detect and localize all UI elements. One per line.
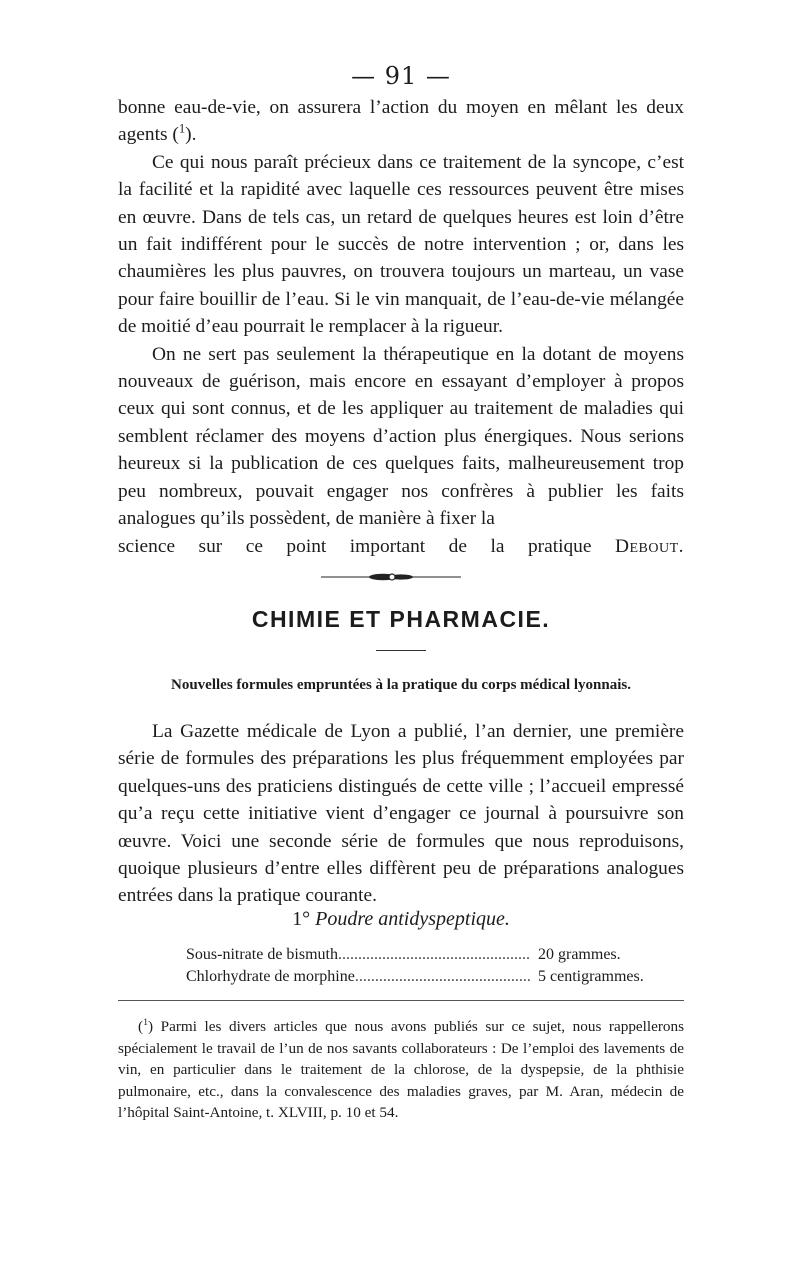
paragraph-gazette: La Gazette médicale de Lyon a publié, l’an dernier, une première série de formules des préparations les plus fréquemment employées par quelques-uns des praticiens distingués de cette ville ; l’accueil empressé qu’a reçu cette initiative vient d’engager ce journal à poursuivre son œuvre. Voici une seconde série de formules que nous reproduisons, quoique plusieurs d’entre elles diffèrent peu de préparations analogues entrées dans la pratique courante. bbox=[118, 721, 684, 907]
ingredient-name: Chlorhydrate de morphine bbox=[186, 968, 355, 985]
body-text-bottom bbox=[118, 718, 684, 910]
formula-name: Poudre antidyspeptique. bbox=[315, 908, 510, 930]
continuation-text: bonne eau-de-vie, on assurera l’action du moyen en mêlant les deux agents ( bbox=[118, 97, 684, 146]
footnote bbox=[118, 1016, 684, 1124]
footnote-text-block: ($^1$) Parmi les divers articles que nous avons publiés sur ce sujet, nous rappellerons spécialement le travail de l’un de nos savants collaborateurs : De l’emploi des lavements de vin, en particulier dans le traitement de la chlorose, de la dyspepsie, de la phthisie pulmonaire, etc., dans la convalescence des maladies graves, par M. Aran, médecin de l’hôpital Saint-Antoine, t. XLVIII, p. 10 et 54. bbox=[118, 1016, 684, 1122]
paragraph-syncope: Ce qui nous paraît précieux dans ce traitement de la syncope, c’est la facilité et la rapidité avec laquelle ces ressources peuvent être mises en œuvre. Dans de tels cas, un retard de quelques heures est loin d’être un fait indifférent pour le succès de notre intervention ; or, dans les chaumières les plus pauvres, on trouvera toujours un marteau, un vase pour faire bouillir de l’eau. Si le vin manquait, de l’eau-de-vie mélangée de moitié d’eau pourrait le remplacer à la rigueur. bbox=[118, 151, 684, 338]
footnote-rule bbox=[118, 1000, 684, 1001]
ingredient-quantity: 5 centigrammes. bbox=[538, 968, 644, 985]
section-heading: CHIMIE ET PHARMACIE. bbox=[251, 606, 551, 632]
ingredient-row bbox=[186, 944, 656, 966]
article-subheading: Nouvelles formules empruntées à la pratique du corps médical lyonnais. bbox=[171, 677, 631, 693]
ingredient-name: Sous-nitrate de bismuth bbox=[186, 946, 338, 963]
signature-line bbox=[118, 533, 684, 560]
heading-rule bbox=[376, 650, 426, 651]
dot-leader bbox=[355, 966, 530, 988]
footnote-ref: 1 bbox=[178, 121, 186, 136]
ingredient-quantity: 20 grammes. bbox=[538, 946, 621, 963]
footnote-text: Parmi les divers articles que nous avons publiés sur ce sujet, nous rappellerons spécialement le travail de l’un de nos savants collaborateurs : De l’emploi des lavements de vin, en particulier dans le traitement de la chlorose, de la dyspepsie, de la phthisie pulmonaire, etc., dans la convalescence des maladies graves, par M. Aran, médecin de l’hôpital Saint-Antoine, t. XLVIII, p. 10 et 54. bbox=[118, 1018, 684, 1122]
ingredient-list bbox=[186, 944, 656, 988]
paragraph-last-line: science sur ce point important de la pratique bbox=[118, 535, 592, 557]
ingredient-row bbox=[186, 966, 656, 988]
continuation-paragraph bbox=[118, 94, 684, 149]
author-signature: Debout. bbox=[614, 535, 684, 557]
page-number: — 91 — bbox=[351, 62, 451, 90]
formula-number: 1° bbox=[292, 908, 311, 930]
continuation-end: ). bbox=[185, 124, 197, 146]
body-text-top bbox=[118, 94, 684, 560]
footnote-mark: 1 bbox=[143, 1016, 148, 1028]
dot-leader bbox=[338, 944, 530, 966]
paragraph-therapeutique: On ne sert pas seulement la thérapeutique en la dotant de moyens nouveaux de guérison, mais encore en essayant d’employer à propos ceux qui sont connus, et de les appliquer au traitement de maladies qui semblent réclamer des moyens d’action plus énergiques. Nous serions heureux si la publication de ces quelques faits, malheureusement trop peu nombreux, pouvait engager nos confrères à publier les faits analogues qu’ils possèdent, de manière à fixer la bbox=[118, 343, 684, 530]
ornament-divider bbox=[321, 571, 461, 583]
formula-title bbox=[118, 908, 684, 931]
